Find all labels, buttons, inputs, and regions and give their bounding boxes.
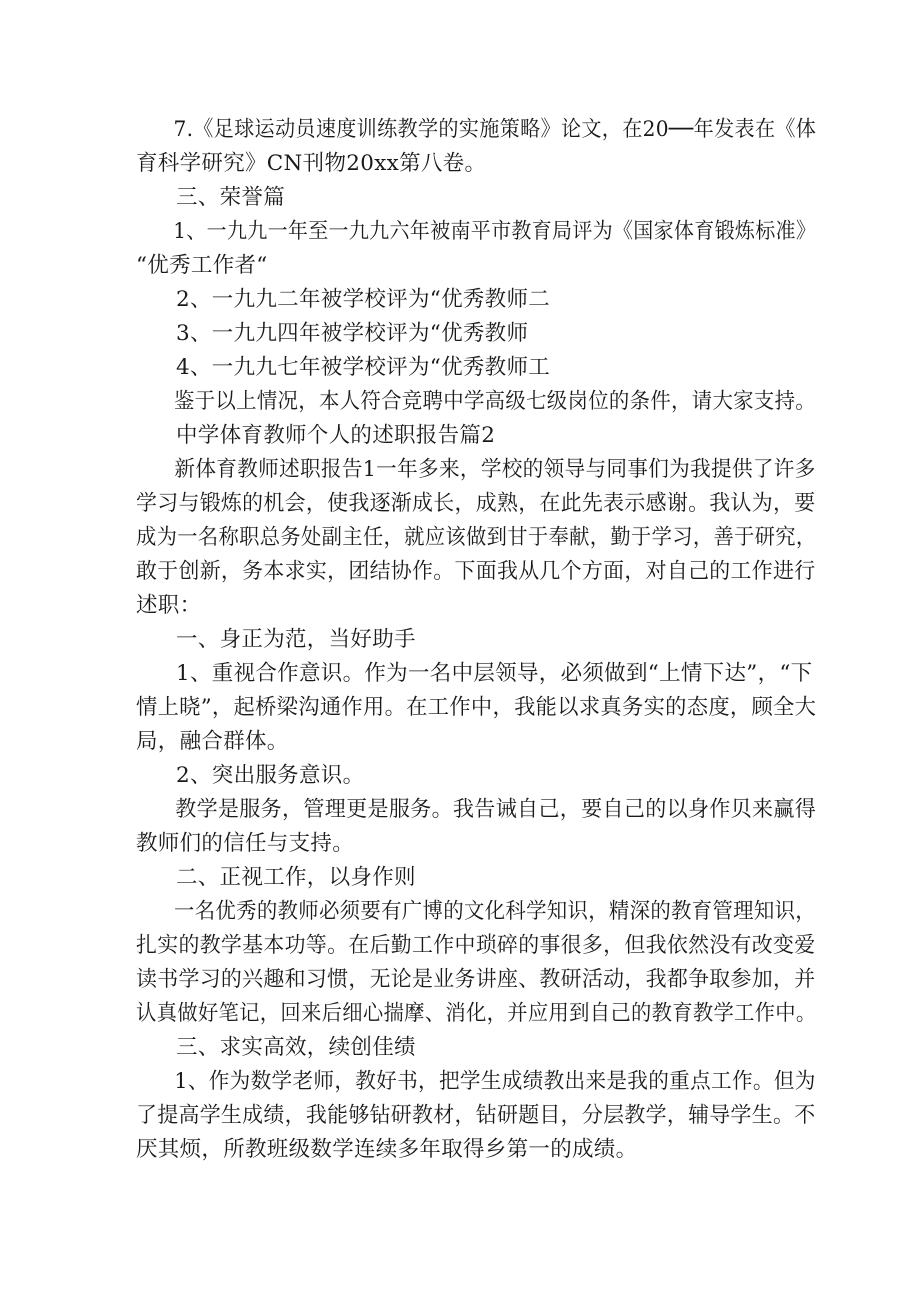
text-line: 2、突出服务意识。	[176, 763, 365, 788]
text-line: 1、一九九一年至一九九六年被南平市教育局评为《国家体育锻炼标准》	[173, 219, 817, 244]
text-line: 教师们的信任与支持。	[136, 831, 355, 856]
text-line: “优秀工作者“	[136, 253, 268, 278]
text-line: 述职：	[136, 593, 202, 618]
text-line: 情上晓”，起桥梁沟通作用。在工作中，我能以求真务实的态度，顾全大	[136, 695, 817, 720]
text-line: 一名优秀的教师必须要有广博的文化科学知识，精深的教育管理知识，	[174, 899, 817, 924]
paragraph-service	[136, 793, 817, 861]
text-line: 1、作为数学老师，教好书，把学生成绩教出来是我的重点工作。但为	[174, 1069, 816, 1094]
text-line: 读书学习的兴趣和习惯，无论是业务讲座、教研活动，我都争取参加，并	[136, 967, 816, 992]
text-line: 1、重视合作意识。作为一名中层领导，必须做到“上情下达”，“下	[176, 661, 813, 686]
text-line: 一、身正为范，当好助手	[176, 627, 416, 652]
text-line: 认真做好笔记，回来后细心揣摩、消化，并应用到自己的教育教学工作中。	[136, 1001, 817, 1026]
text-line: 三、求实高效，续创佳绩	[176, 1035, 416, 1060]
text-line: 新体育教师述职报告1一年多来，学校的领导与同事们为我提供了许多	[174, 457, 816, 482]
text-line: 局，融合群体。	[136, 729, 289, 754]
paragraph-conclusion	[136, 385, 817, 419]
text-line: 扎实的教学基本功等。在后勤工作中琐碎的事很多，但我依然没有改变爱	[136, 933, 816, 958]
section-heading-2	[136, 861, 796, 895]
text-line: 成为一名称职总务处副主任，就应该做到甘于奉献，勤于学习，善于研究，	[136, 525, 817, 550]
paragraph-intro	[136, 453, 817, 623]
paragraph-honor-1	[136, 215, 817, 283]
paragraph-honor-2	[136, 283, 796, 317]
report-title	[136, 419, 796, 453]
paragraph-math-teaching	[136, 1065, 816, 1167]
text-line: 中学体育教师个人的述职报告篇2	[176, 423, 496, 448]
text-line: 二、正视工作，以身作则	[176, 865, 416, 890]
text-line: 学习与锻炼的机会，使我逐渐成长，成熟，在此先表示感谢。我认为，要	[136, 491, 816, 516]
text-line: 了提高学生成绩，我能够钻研教材，钻研题目，分层教学，辅导学生。不	[136, 1103, 816, 1128]
text-line: 敢于创新，务本求实，团结协作。下面我从几个方面，对自己的工作进行	[136, 559, 816, 584]
text-line: 4、一九九七年被学校评为“优秀教师工	[176, 355, 551, 380]
text-line: 三、荣誉篇	[176, 185, 286, 210]
text-line: 育科学研究》CN刊物20xx第八卷。	[136, 151, 487, 176]
text-line: 教学是服务，管理更是服务。我告诫自己，要自己的以身作贝来赢得	[175, 797, 817, 822]
section-heading-honors	[136, 181, 796, 215]
text-line: 3、一九九四年被学校评为“优秀教师	[176, 321, 529, 346]
section-heading-1	[136, 623, 796, 657]
paragraph-honor-4	[136, 351, 796, 385]
section-heading-3	[136, 1031, 796, 1065]
text-line: 厌其烦，所教班级数学连续多年取得乡第一的成绩。	[136, 1137, 638, 1162]
paragraph-service-heading	[136, 759, 796, 793]
text-line: 鉴于以上情况，本人符合竞聘中学高级七级岗位的条件，请大家支持。	[174, 389, 817, 414]
paragraph-paper-publication	[136, 113, 817, 181]
paragraph-cooperation	[136, 657, 817, 759]
paragraph-knowledge	[136, 895, 817, 1031]
text-line: 2、一九九二年被学校评为“优秀教师二	[176, 287, 551, 312]
text-line: 7.《足球运动员速度训练教学的实施策略》论文，在20──年发表在《体	[173, 117, 817, 142]
paragraph-honor-3	[136, 317, 796, 351]
